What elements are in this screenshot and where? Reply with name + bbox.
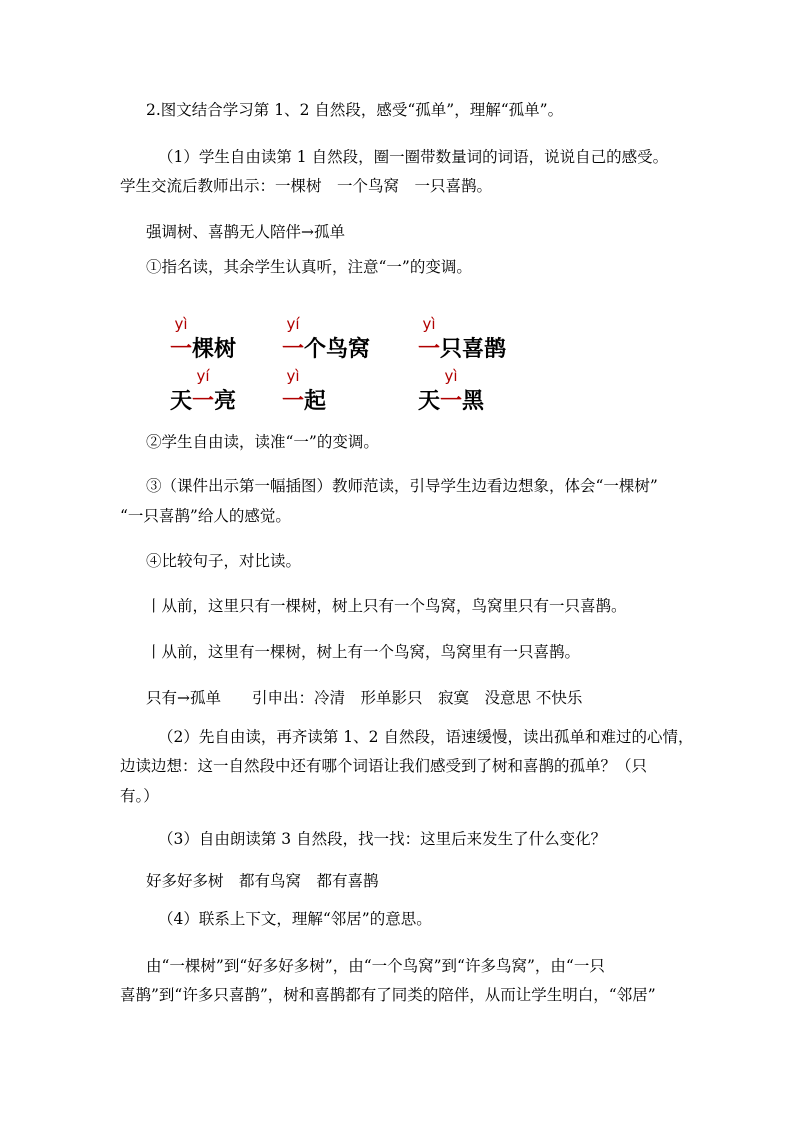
- word-yi-ke-shu: [170, 315, 237, 363]
- compare-sentence-1: 丨从前，这里只有一棵树，树上只有一个鸟窝，鸟窝里只有一只喜鹊。: [146, 597, 627, 615]
- yi-char: yí 一: [192, 367, 215, 414]
- yi-char: yì 一: [440, 367, 463, 414]
- word-rest: 个鸟窝: [304, 337, 371, 362]
- pinyin-label: yì: [174, 315, 188, 333]
- pinyin-label: yí: [286, 315, 300, 333]
- sub2-line1: （2）先自由读，再齐读第 1、2 自然段，语速缓慢，读出孤单和难过的心情，: [158, 728, 694, 746]
- word-rest: 只喜鹊: [440, 337, 507, 362]
- step4-line: ④比较句子，对比读。: [146, 552, 302, 570]
- sub1-line1: （1）学生自由读第 1 自然段，圈一圈带数量词的词语，说说自己的感受。: [158, 148, 669, 166]
- yi-char: yì 一: [282, 367, 305, 414]
- word-tian-yi-hei: [418, 367, 485, 415]
- pinyin-label: yì: [444, 367, 458, 385]
- pinyin-label: yì: [422, 315, 436, 333]
- word-yi-ge-niao-wo: [282, 315, 371, 363]
- compare-sentence-2: 丨从前，这里有一棵树，树上有一个鸟窝，鸟窝里有一只喜鹊。: [146, 643, 581, 661]
- word-prefix: 天: [170, 389, 193, 414]
- word-rest: 亮: [214, 389, 237, 414]
- word-rest: 棵树: [192, 337, 237, 362]
- word-yi-qi: [282, 367, 327, 415]
- step2-line: ②学生自由读，读准“一”的变调。: [146, 433, 379, 451]
- sub2-line2: 边读边想：这一自然段中还有哪个词语让我们感受到了树和喜鹊的孤单？（只: [120, 757, 648, 775]
- sub3-line: （3）自由朗读第 3 自然段，找一找：这里后来发生了什么变化？: [158, 830, 607, 848]
- yi-char: yì 一: [170, 315, 193, 362]
- emphasis-line: 强调树、喜鹊无人陪伴→孤单: [146, 223, 345, 241]
- item-2-heading: 2.图文结合学习第 1、2 自然段，感受“孤单”，理解“孤单”。: [146, 101, 564, 119]
- word-yi-zhi-xi-que: [418, 315, 507, 363]
- yi-tone-sandhi-words: [0, 312, 794, 422]
- zhiyou-line: 只有→孤单 引申出：冷清 形单影只 寂寞 没意思 不快乐: [146, 689, 583, 707]
- sub1-line2: 学生交流后教师出示：一棵树 一个鸟窝 一只喜鹊。: [120, 177, 493, 195]
- step3-line2: “一只喜鹊”给人的感觉。: [120, 507, 291, 525]
- word-tian-yi-liang: [170, 367, 237, 415]
- step1-line: ①指名读，其余学生认真听，注意“一”的变调。: [146, 258, 472, 276]
- sub4-line: （4）联系上下文，理解“邻居”的意思。: [158, 910, 432, 928]
- word-prefix: 天: [418, 389, 441, 414]
- yi-char: yì 一: [418, 315, 441, 362]
- last-para-line1: 由“一棵树”到“好多好多树”，由“一个鸟窝”到“许多鸟窝”，由“一只: [146, 957, 605, 975]
- word-rest: 黑: [462, 389, 485, 414]
- haoduo-line: 好多好多树 都有鸟窝 都有喜鹊: [146, 872, 379, 890]
- word-rest: 起: [304, 389, 327, 414]
- pinyin-label: yì: [286, 367, 300, 385]
- pinyin-label: yí: [196, 367, 210, 385]
- yi-char: yí 一: [282, 315, 305, 362]
- sub2-line3: 有。）: [120, 787, 159, 805]
- last-para-line2: 喜鹊”到“许多只喜鹊”，树和喜鹊都有了同类的陪伴，从而让学生明白，“邻居”: [120, 986, 656, 1004]
- step3-line1: ③（课件出示第一幅插图）教师范读，引导学生边看边想象，体会“一棵树”: [146, 477, 658, 495]
